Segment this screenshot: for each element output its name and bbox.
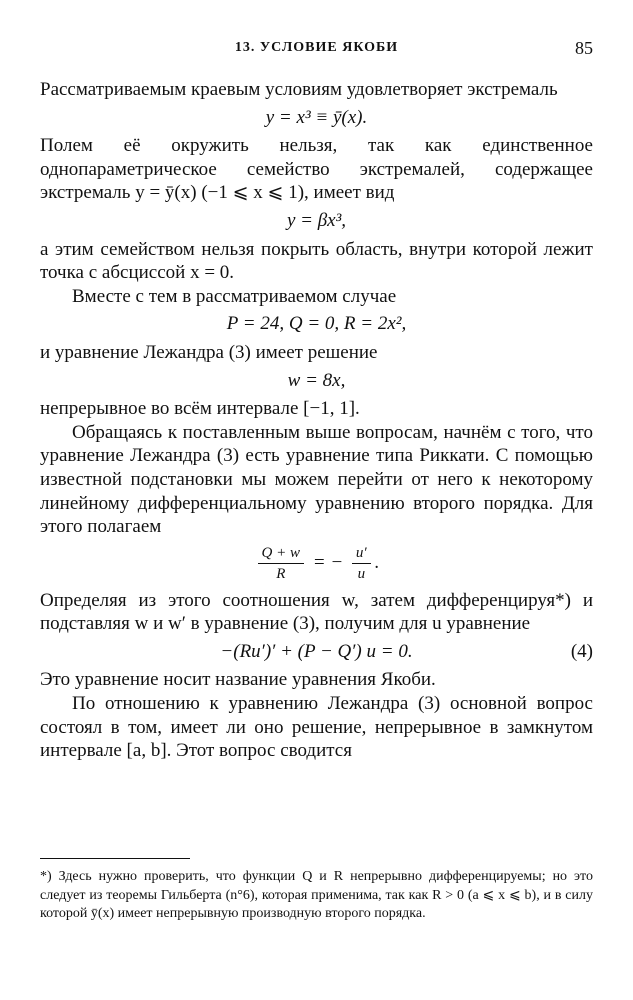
fraction-right-denominator: u (357, 565, 366, 582)
formula-pqr: P = 24, Q = 0, R = 2x², (226, 313, 407, 335)
equation-number: (4) (570, 640, 593, 662)
formula-jacobi (40, 640, 593, 664)
paragraph-4: Вместе с тем в рассматриваемом случае (72, 285, 397, 307)
page-header (40, 40, 593, 70)
paragraph-6: непрерывное во всём интервале [−1, 1]. (40, 398, 360, 420)
running-title: 13. УСЛОВИЕ ЯКОБИ (234, 40, 399, 55)
formula-solution: w = 8x, (287, 369, 346, 391)
formula-period: . (374, 551, 380, 573)
paragraph-2: Полем её окружить нельзя, так как единственное однопараметрическое семейство экстремалей, содержащее экстремаль y = ȳ(x) (−1 ⩽ x ⩽ 1), имеет вид (40, 135, 593, 204)
fraction-left-denominator: R (276, 565, 286, 582)
paragraph-9: Это уравнение носит название уравнения Якоби. (40, 669, 436, 691)
fraction-right-numerator: u′ (352, 543, 371, 564)
paragraph-7: Обращаясь к поставленным выше вопросам, начнём с того, что уравнение Лежандра (3) есть уравнение типа Риккати. С помощью известной подстановки мы можем перейти от него к некоторому линейному дифференциальному уравнению второго порядка. Для этого полагаем (40, 421, 593, 538)
fraction-left-numerator: Q + w (258, 543, 304, 564)
footnote-rule (40, 858, 190, 859)
equals-minus: = − (308, 551, 348, 573)
formula-substitution (40, 543, 593, 584)
paragraph-3: а этим семейством нельзя покрыть область, внутри которой лежит точка с абсциссой x = 0. (40, 238, 593, 284)
page-body (40, 78, 593, 763)
fraction-left (258, 543, 304, 584)
page-number: 85 (575, 38, 593, 58)
jacobi-equation: −(Ru′)′ + (P − Q′) u = 0. (220, 640, 413, 662)
footnote: *) Здесь нужно проверить, что функции Q и R непрерывно дифференцируемы; но это следует из теоремы Гильберта (n°6), которая применима, так как R > 0 (a ⩽ x ⩽ b), и в силу которой ȳ(x) имеет непрерывную производную второго порядка. (40, 869, 593, 921)
paragraph-8: Определяя из этого соотношения w, затем дифференцируя*) и подставляя w и w′ в уравнение (3), получим для u уравнение (40, 589, 593, 635)
paragraph-10: По отношению к уравнению Лежандра (3) основной вопрос состоял в том, имеет ли оно решение, непрерывное в замкнутом интервале [a, b]. Этот вопрос сводится (40, 693, 593, 762)
formula-extremal: y = x³ ≡ ȳ(x). (265, 106, 368, 128)
paragraph-5: и уравнение Лежандра (3) имеет решение (40, 341, 378, 363)
fraction-right (352, 543, 371, 584)
formula-family: y = βx³, (286, 209, 347, 231)
paragraph-1: Рассматриваемым краевым условиям удовлетворяет экстремаль (40, 79, 558, 100)
